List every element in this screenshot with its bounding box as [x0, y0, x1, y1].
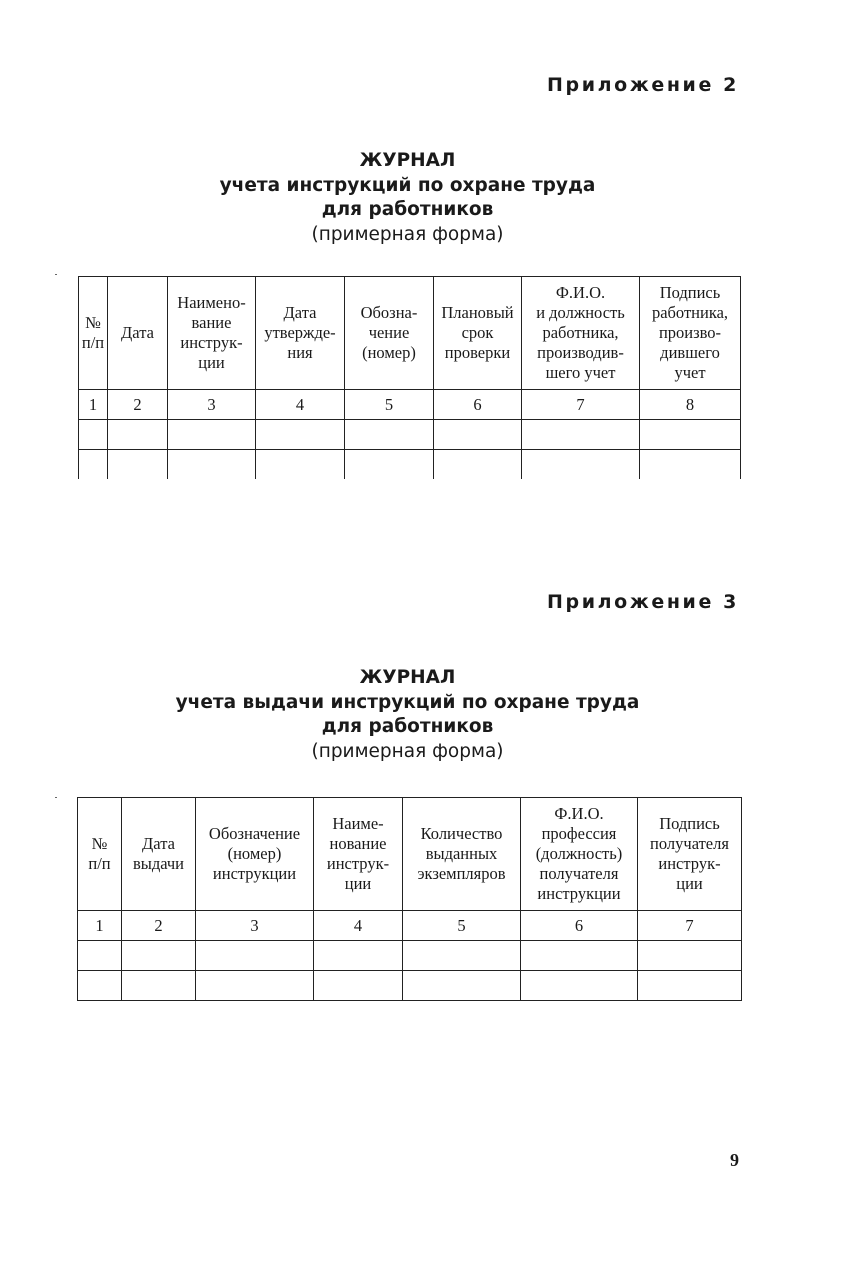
table-cell [196, 941, 314, 971]
column-header: Ф.И.О. и должность работника, производив- шего учет [522, 277, 640, 390]
table-cell [522, 450, 640, 480]
table-cell [168, 420, 256, 450]
column-header: Наимено- вание инструк- ции [168, 277, 256, 390]
journal-subtitle-2: для работников [321, 716, 494, 737]
appendix-2-heading [0, 149, 815, 247]
table-cell [314, 971, 403, 1001]
table-cell [79, 450, 108, 480]
column-number: 7 [522, 390, 640, 420]
table-row [78, 971, 742, 1001]
column-header: Наиме- нование инструк- ции [314, 798, 403, 911]
form-note: (примерная форма) [311, 223, 504, 245]
column-header: № п/п [78, 798, 122, 911]
column-number: 1 [78, 911, 122, 941]
table-cell [122, 971, 196, 1001]
table-cell [638, 971, 742, 1001]
column-number: 3 [196, 911, 314, 941]
table-cell [256, 450, 345, 480]
scan-mark [55, 797, 57, 798]
journal-title: ЖУРНАЛ [359, 150, 456, 171]
table-cell [434, 450, 522, 480]
table-cell [168, 450, 256, 480]
column-number: 2 [108, 390, 168, 420]
table-row [78, 941, 742, 971]
journal-subtitle: учета инструкций по охране труда [219, 174, 596, 196]
table-cell [79, 420, 108, 450]
column-header: Обозна- чение (номер) [345, 277, 434, 390]
column-number: 1 [79, 390, 108, 420]
column-header: № п/п [79, 277, 108, 390]
appendix-2-journal-table [78, 276, 741, 479]
table-cell [345, 420, 434, 450]
column-header: Дата утвержде- ния [256, 277, 345, 390]
column-header: Количество выданных экземпляров [403, 798, 521, 911]
column-header: Подпись работника, произво- дившего учет [640, 277, 741, 390]
table-cell [522, 420, 640, 450]
appendix-3-journal-table [77, 797, 742, 1001]
table-row [79, 450, 741, 480]
table-cell [640, 420, 741, 450]
column-header: Подпись получателя инструк- ции [638, 798, 742, 911]
table-cell [521, 971, 638, 1001]
form-note: (примерная форма) [311, 740, 504, 762]
column-header: Дата [108, 277, 168, 390]
column-header: Дата выдачи [122, 798, 196, 911]
column-number: 6 [521, 911, 638, 941]
column-number-row [79, 390, 741, 420]
column-number: 5 [403, 911, 521, 941]
table-cell [108, 420, 168, 450]
table-cell [403, 941, 521, 971]
column-header: Ф.И.О. профессия (должность) получателя инструкции [521, 798, 638, 911]
column-number: 4 [314, 911, 403, 941]
table-cell [345, 450, 434, 480]
table-cell [78, 941, 122, 971]
table-cell [256, 420, 345, 450]
table-header-row [78, 798, 742, 911]
table-cell [196, 971, 314, 1001]
table-cell [638, 941, 742, 971]
journal-subtitle: учета выдачи инструкций по охране труда [175, 691, 640, 713]
journal-title: ЖУРНАЛ [359, 667, 456, 688]
table-row [79, 420, 741, 450]
scan-mark [55, 274, 57, 275]
table-cell [434, 420, 522, 450]
column-number: 2 [122, 911, 196, 941]
appendix-3-label: Приложение 3 [547, 591, 739, 613]
table-cell [640, 450, 741, 480]
appendix-2-label: Приложение 2 [547, 74, 739, 96]
column-number: 6 [434, 390, 522, 420]
table-cell [78, 971, 122, 1001]
table-header-row [79, 277, 741, 390]
table-cell [521, 941, 638, 971]
table-cell [314, 941, 403, 971]
column-header: Плановый срок проверки [434, 277, 522, 390]
appendix-3-heading [0, 666, 815, 764]
page-number: 9 [730, 1150, 739, 1170]
table-cell [122, 941, 196, 971]
table-cell [403, 971, 521, 1001]
column-number: 8 [640, 390, 741, 420]
journal-subtitle-2: для работников [321, 199, 494, 220]
column-number: 3 [168, 390, 256, 420]
column-header: Обозначение (номер) инструкции [196, 798, 314, 911]
table-cell [108, 450, 168, 480]
column-number-row [78, 911, 742, 941]
column-number: 4 [256, 390, 345, 420]
column-number: 7 [638, 911, 742, 941]
column-number: 5 [345, 390, 434, 420]
